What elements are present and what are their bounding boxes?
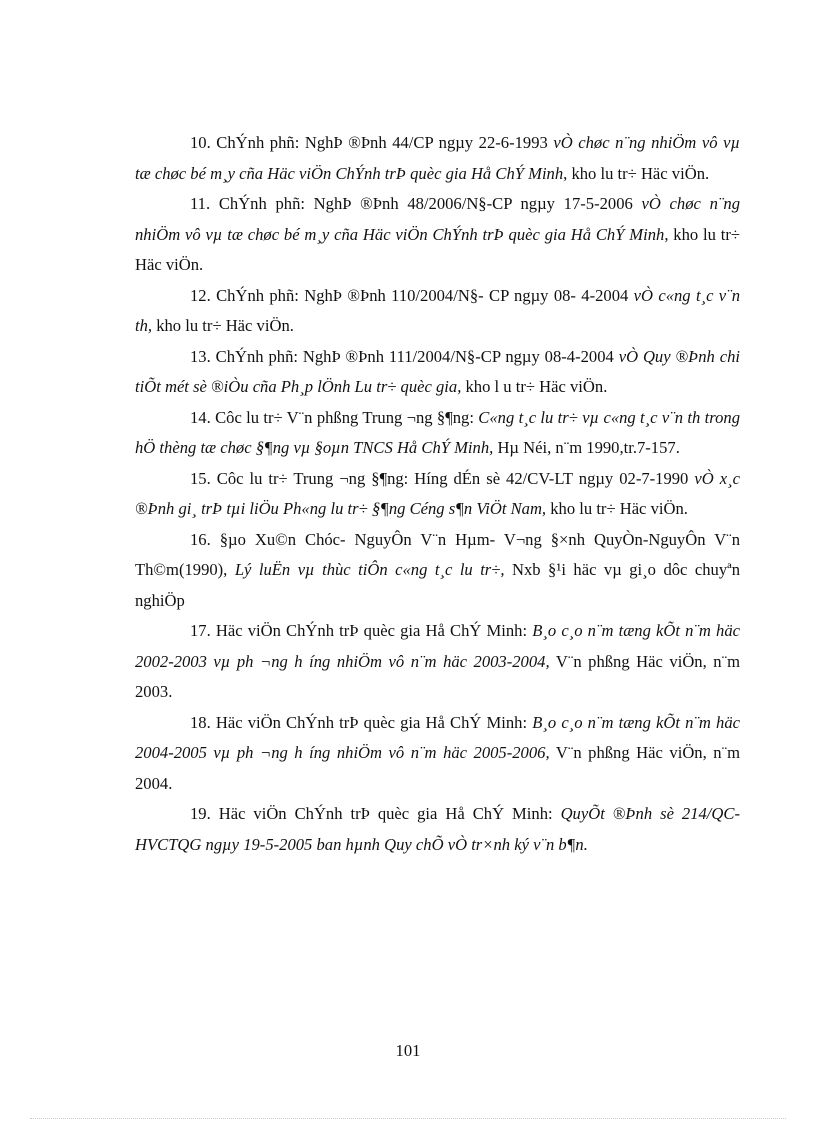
reference-title: Lý luËn vµ thùc tiÔn c«ng t¸c lu tr÷, xyxy=(234,560,505,579)
reference-item xyxy=(135,403,740,464)
reference-lead: 19. Häc viÖn ChÝnh trÞ quèc gia Hå ChÝ Minh: xyxy=(190,804,561,823)
reference-lead: 17. Häc viÖn ChÝnh trÞ quèc gia Hå ChÝ Minh: xyxy=(190,621,533,640)
reference-tail: kho lu tr÷ Häc viÖn. xyxy=(546,499,688,518)
reference-tail: kho l u tr÷ Häc viÖn. xyxy=(461,377,608,396)
reference-tail: kho lu tr÷ Häc viÖn. xyxy=(152,316,294,335)
reference-lead: 18. Häc viÖn ChÝnh trÞ quèc gia Hå ChÝ Minh: xyxy=(190,712,533,732)
reference-title: C«ng t¸c lu tr÷ vµ c«ng t¸c v¨n th trong hÖ thèng tæ chøc §¶ng vµ §oµn TNCS Hå ChÝ Minh, xyxy=(135,407,740,457)
page-number: 101 xyxy=(395,1041,421,1060)
reference-item xyxy=(135,189,740,281)
reference-item xyxy=(135,708,740,800)
reference-lead: 14. Côc lu tr÷ V¨n phßng Trung ¬ng §¶ng: xyxy=(190,407,479,427)
reference-lead: 16. §µo Xu©n Chóc- NguyÔn V¨n Hµm- V¬ng §×nh QuyÒn-NguyÔn V¨n Th©m(1990), xyxy=(135,529,740,579)
reference-item xyxy=(135,525,740,617)
reference-tail: , kho lu tr÷ Häc viÖn. xyxy=(563,163,710,183)
reference-title: vÒ chøc n¨ng nhiÖm vô vµ tæ chøc bé m¸y cña Häc viÖn ChÝnh trÞ quèc gia Hå ChÝ Minh xyxy=(135,133,740,183)
reference-item xyxy=(135,281,740,342)
reference-lead: 11. ChÝnh phñ: NghÞ ®Þnh 48/2006/N§-CP ngµy 17-5-2006 xyxy=(190,194,642,213)
reference-tail: V¨n phßng Häc viÖn, n¨m 2004. xyxy=(135,743,740,793)
reference-title: B¸o c¸o n¨m tæng kÕt n¨m häc 2004-2005 vµ ph ¬ng h íng nhiÖm vô n¨m häc 2005-2006, xyxy=(135,712,741,762)
reference-tail: V¨n phßng Häc viÖn, n¨m 2003. xyxy=(135,651,740,701)
reference-tail: Nxb §¹i häc vµ gi¸o dôc chuyªn nghiÖp xyxy=(135,560,741,610)
reference-list xyxy=(135,128,740,860)
reference-item xyxy=(135,464,740,525)
reference-item xyxy=(135,799,740,860)
reference-item xyxy=(135,342,740,403)
reference-title: vÒ c«ng t¸c v¨n th, xyxy=(135,285,740,335)
reference-lead: 13. ChÝnh phñ: NghÞ ®Þnh 111/2004/N§-CP ngµy 08-4-2004 xyxy=(190,346,619,366)
reference-title: B¸o c¸o n¨m tæng kÕt n¨m häc 2002-2003 vµ ph ¬ng h íng nhiÖm vô n¨m häc 2003-2004, xyxy=(135,621,741,671)
reference-title: vÒ x¸c ®Þnh gi¸ trÞ tµi liÖu Ph«ng lu tr÷ §¶ng Céng s¶n ViÖt Nam, xyxy=(135,468,740,518)
footer-divider xyxy=(30,1118,786,1119)
reference-item xyxy=(135,616,740,708)
reference-title: vÒ chøc n¨ng nhiÖm vô vµ tæ chøc bé m¸y cña Häc viÖn ChÝnh trÞ quèc gia Hå ChÝ Minh xyxy=(135,194,740,244)
reference-lead: 10. ChÝnh phñ: NghÞ ®Þnh 44/CP ngµy 22-6-1993 xyxy=(190,133,554,152)
reference-tail: Hµ Néi, n¨m 1990,tr.7-157. xyxy=(493,438,680,457)
reference-title: QuyÕt ®Þnh sè 214/QC-HVCTQG ngµy 19-5-2005 ban hµnh Quy chÕ vÒ tr×nh ký v¨n b¶n. xyxy=(135,804,740,854)
reference-title: vÒ Quy ®Þnh chi tiÕt mét sè ®iÒu cña Ph¸p lÖnh Lu tr÷ quèc gia, xyxy=(135,346,740,396)
reference-lead: 15. Côc lu tr÷ Trung ¬ng §¶ng: Híng dÉn sè 42/CV-LT ngµy 02-7-1990 xyxy=(190,468,695,488)
reference-lead: 12. ChÝnh phñ: NghÞ ®Þnh 110/2004/N§- CP ngµy 08- 4-2004 xyxy=(190,285,634,305)
reference-item xyxy=(135,128,740,189)
reference-tail: , kho lu tr÷ Häc viÖn. xyxy=(135,224,740,274)
